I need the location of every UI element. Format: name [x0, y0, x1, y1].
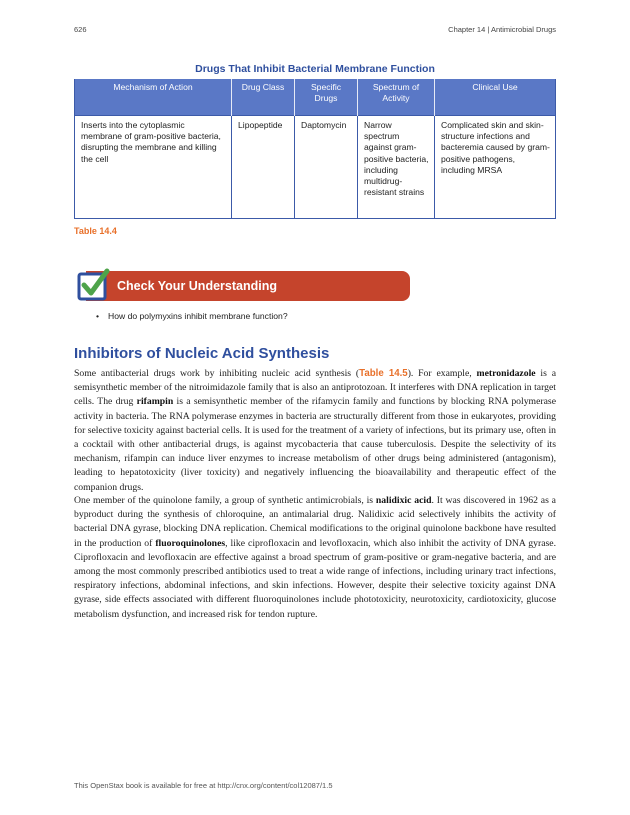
column-header-spectrum: Spectrum of Activity: [358, 79, 435, 116]
footer-text: This OpenStax book is available for free at http://cnx.org/content/col12087/1.5: [74, 781, 333, 790]
term-rifampin: rifampin: [136, 396, 174, 408]
column-header-specific-drugs: Specific Drugs: [295, 79, 358, 116]
text-run: Some antibacterial drugs work by inhibiting nucleic acid synthesis (: [74, 368, 360, 379]
table-header-row: [75, 79, 556, 116]
bullet: •: [96, 311, 100, 321]
table-row: [75, 116, 556, 219]
column-header-drug-class: Drug Class: [232, 79, 295, 116]
question-text: How do polymyxins inhibit membrane function?: [108, 311, 288, 321]
cell-specific-drugs: Daptomycin: [295, 116, 358, 219]
paragraph-1: [74, 367, 556, 495]
term-fluoroquinolones: fluoroquinolones: [155, 537, 226, 549]
list-item: [96, 311, 288, 321]
table-title: Drugs That Inhibit Bacterial Membrane Function: [195, 63, 435, 75]
table-link[interactable]: Table 14.5: [359, 368, 408, 379]
text-run: One member of the quinolone family, a group of synthetic antimicrobials, is: [74, 495, 376, 506]
text-run: is a semisynthetic member of the nitroimidazole family that is also an antiprotozoan. It interferes with DNA replication in target cells. The drug: [74, 368, 556, 408]
cell-spectrum: Narrow spectrum against gram-positive bacteria, including multidrug-resistant strains: [358, 116, 435, 219]
text-run: , like ciprofloxacin and levofloxacin, which also inhibit the activity of DNA gyrase. Ciprofloxacin and levofloxacin are effective against a broad spectrum of gram-positive or gram-negative bacteria, and are among the most commonly prescribed antibiotics used to treat a wide range of infections, including urinary tract infections, respiratory infections, abdominal infections, and skin infections. However, despite their selective toxicity against DNA gyrase, side effects associated with different fluoroquinolones include phototoxicity, neurotoxicity, cardiotoxicity, glucose metabolism dysfunction, and increased risk for tendon rupture.: [74, 537, 556, 620]
running-head: Chapter 14 | Antimicrobial Drugs: [448, 25, 556, 34]
text-run: . It was discovered in 1962 as a byproduct during the synthesis of chloroquine, an antimalarial drug. Nalidixic acid selectively inhibits the activity of bacterial DNA gyrase, blocking DNA replication. Chemical modifications to the original quinolone backbone have resulted in the production of: [74, 495, 556, 549]
cell-clinical-use: Complicated skin and skin-structure infections and bacteremia caused by gram-positive pathogens, including MRSA: [435, 116, 556, 219]
drug-table: [74, 79, 556, 219]
paragraph-2: [74, 494, 556, 622]
column-header-clinical-use: Clinical Use: [435, 79, 556, 116]
text-run: is a semisynthetic member of the rifamycin family and functions by blocking RNA polymerase activity in bacteria. The RNA polymerase enzymes in bacteria are structurally different from those in eukaryotes, providing for selective toxicity against bacterial cells. It is used for the treatment of a variety of infections, but its primary use, often in a cocktail with other antibacterial drugs, is against mycobacteria that cause tuberculosis. Despite the selectivity of its mechanism, rifampin can induce liver enzymes to increase metabolism of other drugs being administered (antagonism), leading to hepatotoxicity (liver toxicity) and negatively influencing the bioavailability and therapeutic effect of the companion drugs.: [74, 396, 556, 493]
section-heading: Inhibitors of Nucleic Acid Synthesis: [74, 345, 330, 362]
term-nalidixic-acid: nalidixic acid: [375, 495, 432, 506]
column-header-mechanism: Mechanism of Action: [75, 79, 232, 116]
page-number: 626: [74, 25, 87, 34]
table-caption: Table 14.4: [74, 226, 117, 236]
check-understanding-title: Check Your Understanding: [117, 279, 277, 293]
text-run: ). For example,: [407, 368, 477, 379]
cell-mechanism: Inserts into the cytoplasmic membrane of gram-positive bacteria, disrupting the membrane and killing the cell: [75, 116, 232, 219]
checkbox-check-icon: [76, 268, 110, 302]
cell-drug-class: Lipopeptide: [232, 116, 295, 219]
check-understanding-list: [96, 311, 288, 321]
term-metronidazole: metronidazole: [476, 368, 536, 379]
